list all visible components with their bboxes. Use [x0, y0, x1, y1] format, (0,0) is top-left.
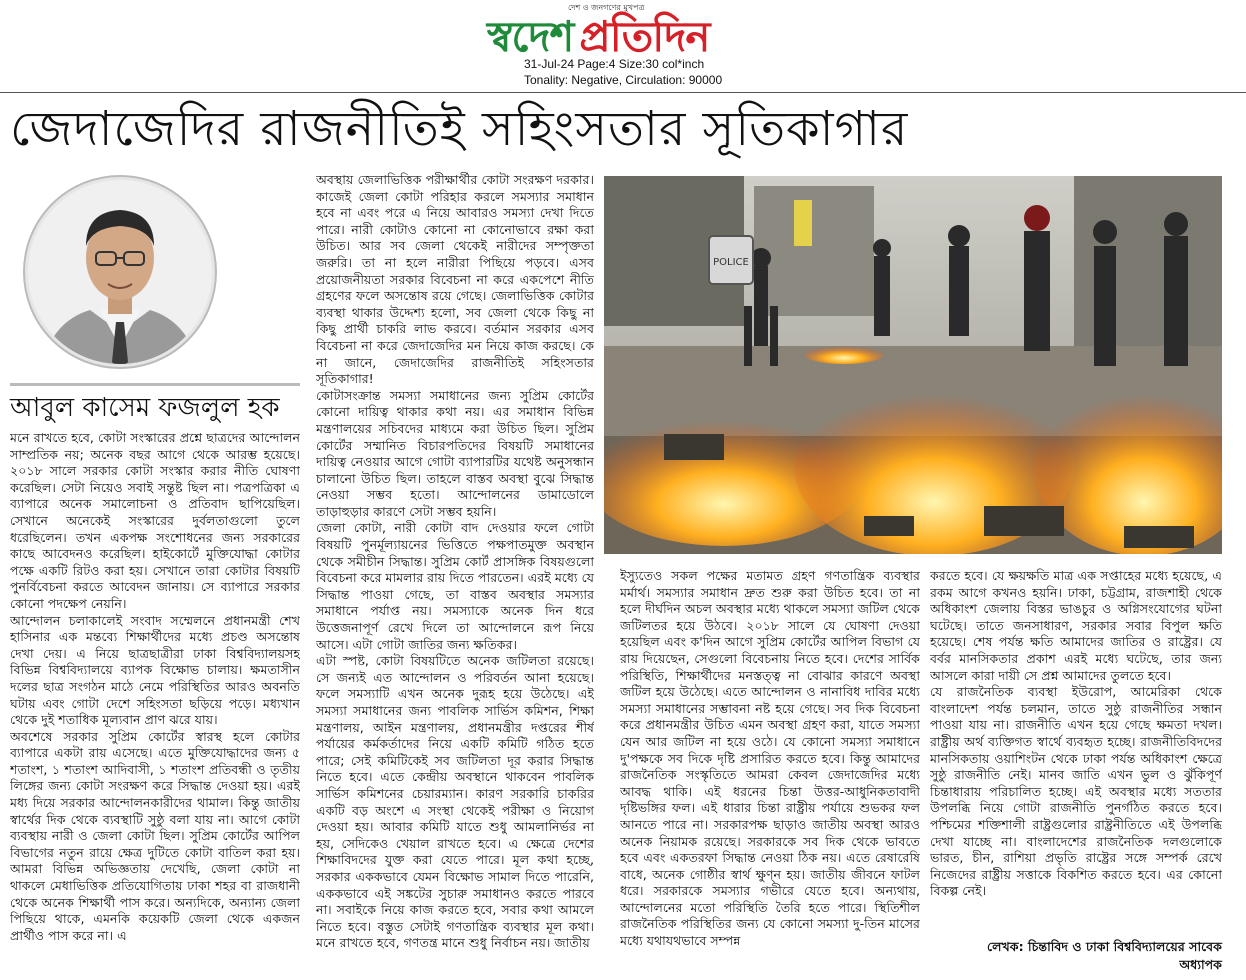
paragraph: মনে রাখতে হবে, কোটা সংস্কারের প্রশ্নে ছাত্রদের আন্দোলন সাম্প্রতিক নয়; অনেক বছর আগে থেকে আরম্ভ হয়েছে। ২০১৮ সালে সরকার কোটা সংস্কার করার নীতি ঘোষণা করেছিল। সেটা নিয়েও সবাই সন্তুষ্ট ছিল না। পত্রপত্রিকা এ ব্যাপারে অনেক সমালোচনা ও প্রতিবাদ ছাপিয়েছিল। সেখানে অনেকেই সংস্কারের দুর্বলতাগুলো তুলে ধরেছিলেন। তখন একপক্ষ সংশোধনের জন্য সরকারের কাছে আবেদনও করেছিল। হাইকোর্টে মুক্তিযোদ্ধা কোটার পক্ষে একটি রিটও করা হয়। সেখানে তারা কোটার বিষয়টি পুনর্বিবেচনা করতে আবেদন জানায়। সে ব্যাপারে সরকার কোনো পদক্ষেপ নেয়নি। — [10, 430, 300, 611]
credit-line-1: লেখক: চিন্তাবিদ ও ঢাকা বিশ্ববিদ্যালয়ের সাবেক — [987, 939, 1222, 954]
shield-label: POLICE — [713, 257, 749, 268]
credit-line-2: অধ্যাপক — [1179, 957, 1222, 972]
article-headline: জেদাজেদির রাজনীতিই সহিংসতার সূতিকাগার — [10, 101, 909, 157]
article-column-3 — [620, 568, 920, 975]
masthead-divider — [0, 92, 1246, 93]
paragraph: অবস্থায় জেলাভিত্তিক পরীক্ষার্থীর কোটা সংরক্ষণ দরকার। কাজেই জেলা কোটা পরিহার করলে সমস্যার সমাধান হবে না এবং পরে এ নিয়ে আবারও সমস্যা দেখা দিতে পারে। নারী কোটাও কোনো না কোনোভাবে রক্ষা করা উচিত। আর সব জেলা থেকেই নারীদের সম্পৃক্ততা জরুরি। তা না হলে নারীরা পিছিয়ে পড়বে। এসব প্রয়োজনীয়তা সরকার বিবেচনা না করে একপেশে নীতি গ্রহণের ফলে অসন্তোষ রয়ে গেছে। জেলাভিত্তিক কোটার ব্যবস্থা থাকার উদ্দেশ্য হলো, সব জেলা থেকে কিছু না কিছু প্রার্থী চাকরি লাভ করবে। বর্তমান সরকার এসব বিবেচনা না করে জেদাজেদির মন নিয়ে কাজ করছে। কে না জানে, জেদাজেদির রাজনীতিই সহিংসতার সূতিকাগার! — [316, 172, 594, 387]
logo-slogan: দেশ ও জনগণের মুখপত্র — [568, 3, 645, 12]
logo-part2: প্রতিদিন — [579, 12, 710, 61]
author-portrait — [20, 172, 220, 372]
paragraph: যে রাজনৈতিক ব্যবস্থা ইউরোপ, আমেরিকা থেকে বাংলাদেশ পর্যন্ত চলমান, তাতে সুষ্ঠু রাজনীতির সন্ধান পাওয়া যায় না। রাজনীতি এখন হয়ে গেছে ক্ষমতা দখল। রাষ্ট্রীয় অর্থ ব্যক্তিগত স্বার্থে ব্যবহৃত হচ্ছে। রাজনীতিবিদদের মানসিকতায় ওয়াশিংটন থেকে ঢাকা পর্যন্ত অধিকাংশ ক্ষেত্রে সুষ্ঠু রাজনীতি নেই। মানব জাতি এখন ভুল ও ঝুঁকিপূর্ণ চিন্তাধারায় পরিচালিত হচ্ছে। এই অবস্থার মধ্যে সততার উপলব্ধি নিয়ে গোটা রাজনীতি পুনর্গঠিত করতে হবে। পশ্চিমের শক্তিশালী রাষ্ট্রগুলোর রাষ্ট্রনীতিতে এই উপলব্ধি দেখা যাচ্ছে না। বাংলাদেশের রাজনৈতিক দলগুলোকে ভারত, চীন, রাশিয়া প্রভৃতি রাষ্ট্রের সঙ্গে সম্পর্ক রেখে নিজেদের রাষ্ট্রীয় সত্তাকে বিকশিত করতে হবে। এর কোনো বিকল্প নেই। — [930, 684, 1222, 899]
article-column-1 — [10, 430, 300, 975]
meta-tonality: Tonality: Negative, Circulation: 90000 — [524, 73, 723, 87]
article-column-4 — [930, 568, 1222, 940]
paragraph: এটা স্পষ্ট, কোটা বিষয়টিতে অনেক জটিলতা রয়েছে। সে জন্যই এত আন্দোলন ও পরিবর্তন আনা হয়েছে। ফলে সমস্যাটি এখন অনেক দুরূহ হয়ে উঠেছে। এই সমস্যা সমাধানের জন্য পাবলিক সার্ভিস কমিশন, শিক্ষা মন্ত্রণালয়, আইন মন্ত্রণালয়, প্রধানমন্ত্রীর দপ্তরের শীর্ষ পর্যায়ের কর্মকর্তাদের নিয়ে একটি কমিটি গঠিত হতে পারে; সেই কমিটিকেই সব জটিলতা দূর করার সিদ্ধান্ত নিতে হবে। এতে কেন্দ্রীয় অবস্থানে থাকবেন পাবলিক সার্ভিস কমিশনের চেয়ারম্যান। কারণ সরকারি চাকরির একটি বড় অংশে এ সংস্থা থেকেই পরীক্ষা ও নিয়োগ দেওয়া হয়। আবার কমিটি যাতে শুধু আমলানির্ভর না হয়, সেদিকেও খেয়াল রাখতে হবে। এ ক্ষেত্রে দেশের শিক্ষাবিদদের যুক্ত করা যেতে পারে। মূল কথা হচ্ছে, সরকার এককভাবে যেমন বিক্ষোভ সামাল দিতে পারেনি, এককভাবে এই সঙ্কটের সুচারু সমাধানও করতে পারবে না। সবাইকে নিয়ে কাজ করতে হবে, সবার কথা আমলে নিতে হবে। বস্তুত সেটাই গণতান্ত্রিক ব্যবস্থার মূল কথা। মনে রাখতে হবে, গণতন্ত্র মানে শুধু নির্বাচন নয়। জাতীয় — [316, 653, 594, 951]
masthead — [0, 0, 1246, 92]
meta-date-page: 31-Jul-24 Page:4 Size:30 col*inch — [524, 57, 705, 71]
article-column-2 — [316, 172, 594, 975]
paragraph: ইস্যুতেও সকল পক্ষের মতামত গ্রহণ গণতান্ত্রিক ব্যবস্থার মর্মার্থ। সমস্যার সমাধান দ্রুত শুরু করা উচিত হবে। তা না হলে দীর্ঘদিন অচল অবস্থার মধ্যে থাকলে সমস্যা জটিল থেকে জটিলতর হয়ে উঠবে। ২০১৮ সালে যে ঘোষণা দেওয়া হয়েছিল এবং ক'দিন আগে সুপ্রিম কোর্টের আপিল বিভাগ যে রায় দিয়েছেন, সেগুলো বিবেচনায় নিতে হবে। দেশের সার্বিক পরিস্থিতি, শিক্ষার্থীদের মনস্তত্ত্ব না বোঝার কারণে অবস্থা জটিল হয়ে উঠেছে। এতে আন্দোলন ও নানাবিধ দাবির মধ্যে সমস্যা সমাধানের সম্ভাবনা নষ্ট হয়ে গেছে। সব দিক বিবেচনা করে প্রধানমন্ত্রীর উচিত এমন অবস্থা গ্রহণ করা, যাতে সমস্যা যেন আর জটিল না হয়ে ওঠে। যে কোনো সমস্যা সমাধানে দু'পক্ষকে সব দিকে দৃষ্টি প্রসারিত করতে হবে। কিন্তু আমাদের রাজনৈতিক সংস্কৃতিতে আমরা কেবল জেদাজেদির মধ্যে আবদ্ধ থাকি। এই ধরনের চিন্তা উত্তর-আধুনিকতাবাদী দৃষ্টিভঙ্গির ফল। এই ধারার চিন্তা রাষ্ট্রীয় পর্যায়ে শুভকর ফল আনতে পারে না। সরকারপক্ষ ছাড়াও জাতীয় অবস্থা আরও অনেক নিয়ামক রয়েছে। সরকারকে সব দিক থেকে ভাবতে হবে এবং একতরফা সিদ্ধান্ত নেওয়া ঠিক নয়। এতে রেষারেষি বাধে, অনেক গোষ্ঠীর স্বার্থ ক্ষুণ্ন হয়। জাতীয় জীবনে ফাটল ধরে। সরকারকে সমস্যার গভীরে যেতে হবে। অন্যথায়, আন্দোলনের মতো পরিস্থিতি তৈরি হতে পারে। স্থিতিশীল রাজনৈতিক পরিস্থিতির জন্য যে কোনো সমস্যা দু-তিন মাসের মধ্যে যথাযথভাবে সম্পন্ন — [620, 568, 920, 949]
paragraph: করতে হবে। যে ক্ষয়ক্ষতি মাত্র এক সপ্তাহের মধ্যে হয়েছে, এ রকম আগে কখনও হয়নি। ঢাকা, চট্টগ্রাম, রাজশাহী থেকে অধিকাংশ জেলায় বিস্তর ভাঙচুর ও অগ্নিসংযোগের ঘটনা ঘটেছে। তাতে জনসাধারণ, সরকার সবার বিপুল ক্ষতি হয়েছে। শেষ পর্যন্ত ক্ষতি আমাদের জাতির ও রাষ্ট্রের। যে বর্বর মানসিকতার প্রকাশ এরই মধ্যে ঘটেছে, তার জন্য আসলে কারা দায়ী সে প্রশ্ন আমাদের তুলতে হবে। — [930, 568, 1222, 683]
protest-photo-icon — [604, 176, 1222, 554]
paragraph: অবশেষে সরকার সুপ্রিম কোর্টের স্বারস্থ হলে কোটার ব্যাপারে একটা রায় এসেছে। এতে মুক্তিযোদ্ধাদের জন্য ৫ শতাংশ, ১ শতাংশ আদিবাসী, ১ শতাংশ প্রতিবন্ধী ও তৃতীয় লিঙ্গের জন্য কোটা সংরক্ষণ করে সিদ্ধান্ত দেওয়া হয়। এরই মধ্য দিয়ে সরকার আন্দোলনকারীদের থামাল। কিন্তু জাতীয় স্বার্থের দিক থেকে ব্যবস্থাটি সুষ্ঠু বলা যায় না। আগে কোটা ব্যবস্থায় নারী ও জেলা কোটা ছিল। সুপ্রিম কোর্টের আপিল বিভাগের নতুন রায়ে ক্ষেত্র দুটিতে কোটা বাতিল করা হয়। আমরা বিভিন্ন অভিজ্ঞতায় দেখেছি, জেলা কোটা না থাকলে মেধাভিত্তিক প্রতিযোগিতায় ঢাকা শহর বা রাজধানী থেকে অনেক শিক্ষার্থী পাস করে। অন্যদিকে, অন্যান্য জেলা পিছিয়ে থাকে, এমনকি কয়েকটি জেলা থেকে একজন প্রার্থীও পাস করে না। এ — [10, 728, 300, 943]
protest-photo — [604, 176, 1222, 554]
paragraph: জেলা কোটা, নারী কোটা বাদ দেওয়ার ফলে গোটা বিষয়টি পুনর্মূল্যায়নের ভিত্তিতে পক্ষপাতমুক্ত অবস্থান থেকে সমীচীন সিদ্ধান্ত। সুপ্রিম কোর্ট প্রাসঙ্গিক বিষয়গুলো বিবেচনা করে মামলার রায় দিতে পারতেন। এরই মধ্যে যে সিদ্ধান্ত পাওয়া গেছে, তা বাস্তব অবস্থার সমস্যার সমাধানে পর্যাপ্ত নয়। সমস্যাকে অনেক দিন ধরে উত্তেজনাপূর্ণ রেখে দিলে তা আন্দোলনে রূপ নিয়ে আসে। এটা গোটা জাতির জন্য ক্ষতিকর। — [316, 520, 594, 652]
author-portrait-icon — [20, 172, 220, 372]
paragraph: কোটাসংক্রান্ত সমস্যা সমাধানের জন্য সুপ্রিম কোর্টের কোনো দায়িত্ব থাকার কথা নয়। এর সমাধান বিভিন্ন মন্ত্রণালয়ের সচিবদের মাধ্যমে করা উচিত ছিল। সুপ্রিম কোর্টের সম্মানিত বিচারপতিদের বিষয়টি সমাধানের দায়িত্ব নেওয়ার আগে গোটা ব্যাপারটির যথেষ্ট অনুসন্ধান চালানো উচিত ছিল। তাহলে বাস্তব অবস্থা বুঝে সিদ্ধান্ত নেওয়া সম্ভব হতো। আন্দোলনের ডামাডোলে তাড়াহুড়ার কারণে সেটা সম্ভব হয়নি। — [316, 387, 594, 519]
clipping-meta — [524, 56, 722, 88]
author-credit — [930, 938, 1222, 976]
paragraph: আন্দোলন চলাকালেই সংবাদ সম্মেলনে প্রধানমন্ত্রী শেখ হাসিনার এক মন্তব্যে শিক্ষার্থীদের মধ্যে প্রচণ্ড অসন্তোষ দেখা দেয়। এ নিয়ে ছাত্রছাত্রীরা ঢাকা বিশ্ববিদ্যালয়সহ বিভিন্ন বিশ্ববিদ্যালয়ে ব্যাপক বিক্ষোভ চালায়। ক্ষমতাসীন দলের ছাত্র সংগঠন মাঠে নেমে পরিস্থিতির আরও অবনতি ঘটায় এবং গোটা দেশে সহিংসতা ছড়িয়ে পড়ে। মধ্যখান থেকে দুই শতাধিক মূল্যবান প্রাণ ঝরে যায়। — [10, 612, 300, 728]
author-name: আবুল কাসেম ফজলুল হক — [10, 383, 300, 430]
logo-part1: স্বদেশ — [487, 12, 574, 61]
